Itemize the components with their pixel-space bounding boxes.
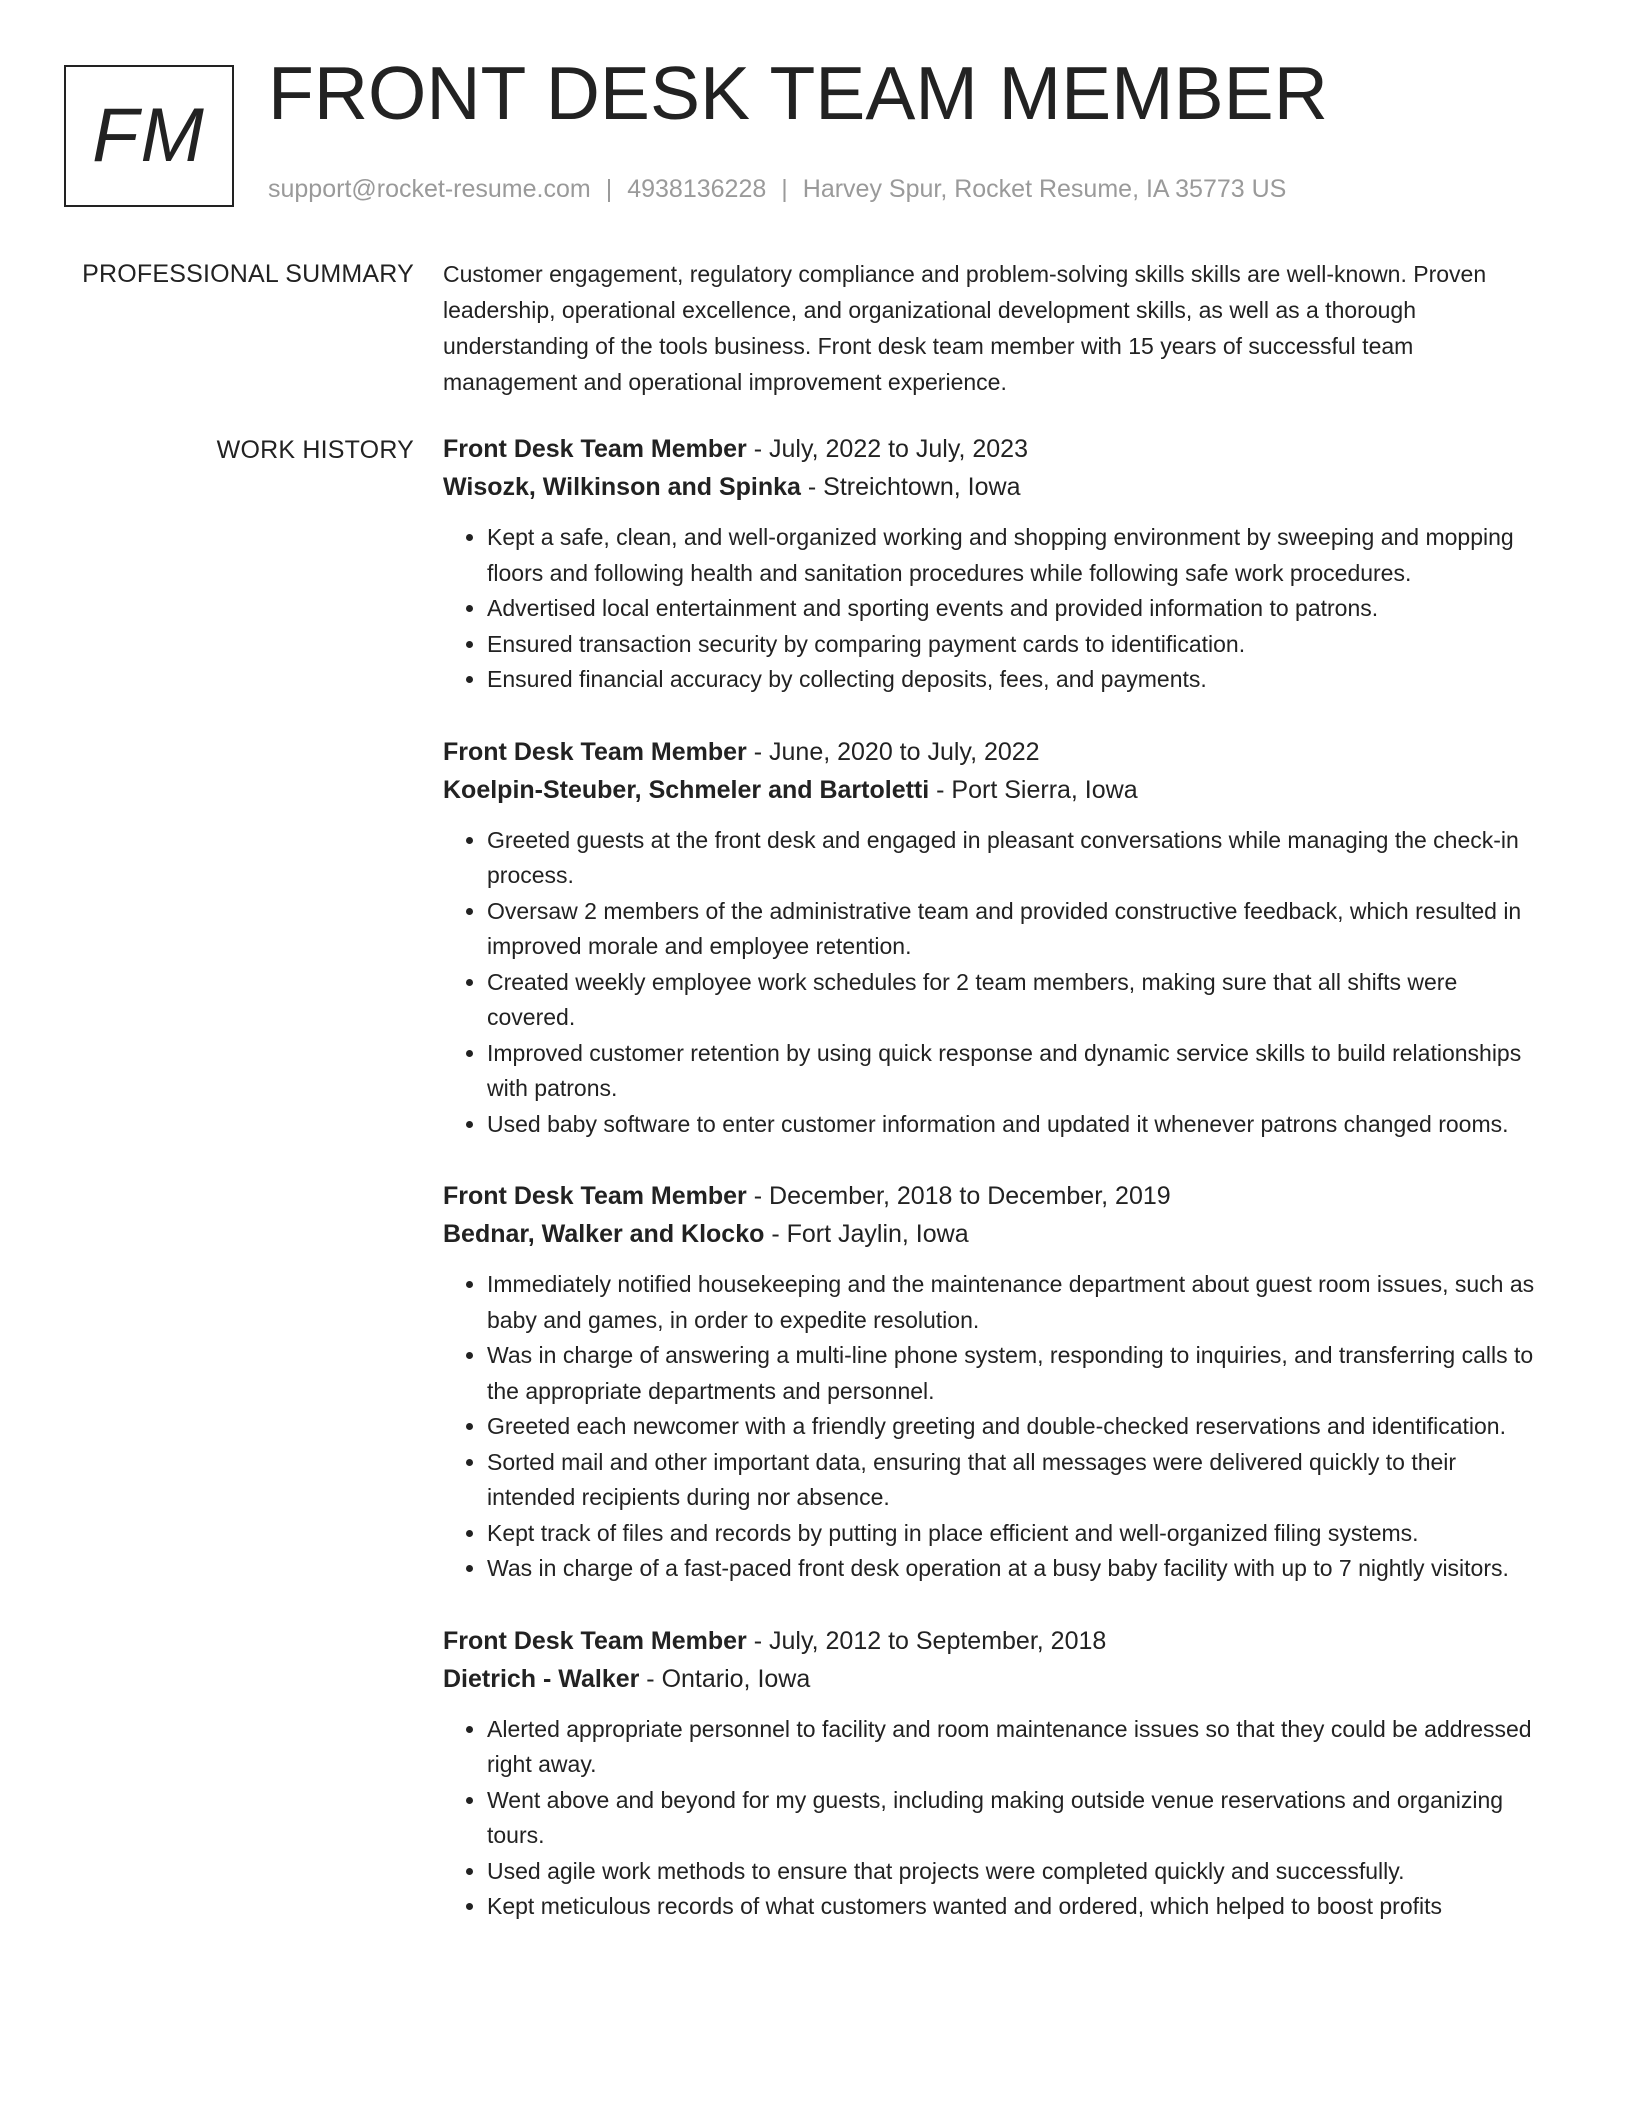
job-bullet: • Kept track of files and records by putting in place efficient and well-organized filing systems.: [487, 1516, 1543, 1552]
job-bullet: • Used agile work methods to ensure that projects were completed quickly and successfully.: [487, 1854, 1543, 1890]
job-title: Front Desk Team Member: [443, 435, 747, 463]
contact-separator: |: [781, 175, 788, 203]
job-bullet: • Immediately notified housekeeping and the maintenance department about guest room issues, such as baby and games, in order to expedite resolution.: [487, 1267, 1543, 1338]
job-bullet: • Went above and beyond for my guests, including making outside venue reservations and organizing tours.: [487, 1783, 1543, 1854]
job-location: - Streichtown, Iowa: [800, 473, 1021, 501]
contact-email: support@rocket-resume.com: [268, 175, 591, 203]
job-bullet: • Created weekly employee work schedules for 2 team members, making sure that all shifts were covered.: [487, 965, 1543, 1036]
job-bullet-list: [443, 1712, 1543, 1925]
job-bullet: • Kept a safe, clean, and well-organized working and shopping environment by sweeping and mopping floors and following health and sanitation procedures while following safe work procedures.: [487, 520, 1543, 591]
job-dates: - July, 2022 to July, 2023: [746, 435, 1028, 463]
contact-line: [268, 174, 1286, 204]
job-bullet: • Ensured transaction security by comparing payment cards to identification.: [487, 627, 1543, 663]
summary-text: Customer engagement, regulatory compliance and problem-solving skills skills are well-known. Proven leadership, operational excellence, and organizational development skills, as well as a thorough understanding of the tools business. Front desk team member with 15 years of successful team management and operational improvement experience.: [443, 261, 1487, 395]
job-title: Front Desk Team Member: [443, 737, 747, 766]
job-bullet: • Improved customer retention by using quick response and dynamic service skills to build relationships with patrons.: [487, 1036, 1543, 1107]
job-bullet: • Alerted appropriate personnel to facility and room maintenance issues so that they could be addressed right away.: [487, 1712, 1543, 1783]
job-dates: - July, 2012 to September, 2018: [746, 1626, 1107, 1655]
candidate-name: FRONT DESK TEAM MEMBER: [268, 51, 1328, 135]
job-title: Front Desk Team Member: [443, 1626, 747, 1655]
job-bullet: • Greeted each newcomer with a friendly greeting and double-checked reservations and identification.: [487, 1409, 1543, 1445]
job-company-line: [443, 1660, 1543, 1698]
job-entry: [443, 1622, 1543, 1925]
job-title-line: [443, 733, 1543, 771]
job-location: - Fort Jaylin, Iowa: [764, 1220, 969, 1248]
job-company-line: [443, 771, 1543, 809]
job-bullet: • Greeted guests at the front desk and engaged in pleasant conversations while managing the check-in process.: [487, 823, 1543, 894]
job-dates: - December, 2018 to December, 2019: [746, 1182, 1171, 1210]
job-bullet-list: [443, 823, 1543, 1143]
job-title-line: [443, 1622, 1543, 1660]
job-title-line: [443, 1177, 1543, 1215]
job-title-line: [443, 430, 1543, 468]
job-company-line: [443, 468, 1543, 506]
monogram-box: [64, 65, 234, 207]
job-bullet: • Used baby software to enter customer information and updated it whenever patrons changed rooms.: [487, 1107, 1543, 1143]
job-company: Dietrich - Walker: [443, 1664, 640, 1693]
contact-phone: 4938136228: [627, 175, 767, 203]
job-location: - Port Sierra, Iowa: [929, 775, 1138, 804]
job-list: [443, 430, 1543, 1925]
work-history-heading: WORK HISTORY: [216, 436, 414, 464]
job-bullet: • Sorted mail and other important data, ensuring that all messages were delivered quickly to their intended recipients during nor absence.: [487, 1445, 1543, 1516]
job-entry: [443, 430, 1543, 698]
job-bullet-list: [443, 1267, 1543, 1587]
job-bullet: • Was in charge of answering a multi-line phone system, responding to inquiries, and transferring calls to the appropriate departments and personnel.: [487, 1338, 1543, 1409]
job-bullet: • Was in charge of a fast-paced front desk operation at a busy baby facility with up to 7 nightly visitors.: [487, 1551, 1543, 1587]
job-title: Front Desk Team Member: [443, 1182, 747, 1210]
summary-section: [443, 256, 1543, 400]
job-bullet: • Oversaw 2 members of the administrative team and provided constructive feedback, which resulted in improved morale and employee retention.: [487, 894, 1543, 965]
job-dates: - June, 2020 to July, 2022: [746, 737, 1040, 766]
monogram-initials: FM: [92, 93, 206, 178]
job-bullet-list: [443, 520, 1543, 698]
contact-separator: |: [605, 175, 613, 203]
job-bullet: • Ensured financial accuracy by collecting deposits, fees, and payments.: [487, 662, 1543, 698]
job-company: Koelpin-Steuber, Schmeler and Bartoletti: [443, 775, 930, 804]
job-company: Wisozk, Wilkinson and Spinka: [443, 473, 801, 501]
summary-heading: PROFESSIONAL SUMMARY: [82, 260, 414, 288]
job-company-line: [443, 1215, 1543, 1253]
job-bullet: • Kept meticulous records of what customers wanted and ordered, which helped to boost profits: [487, 1889, 1543, 1925]
job-entry: [443, 1177, 1543, 1587]
contact-address: Harvey Spur, Rocket Resume, IA 35773 US: [802, 175, 1287, 203]
job-bullet: • Advertised local entertainment and sporting events and provided information to patrons.: [487, 591, 1543, 627]
job-entry: [443, 733, 1543, 1143]
work-history-section: [443, 430, 1543, 1960]
job-location: - Ontario, Iowa: [639, 1664, 811, 1693]
job-company: Bednar, Walker and Klocko: [443, 1220, 765, 1248]
